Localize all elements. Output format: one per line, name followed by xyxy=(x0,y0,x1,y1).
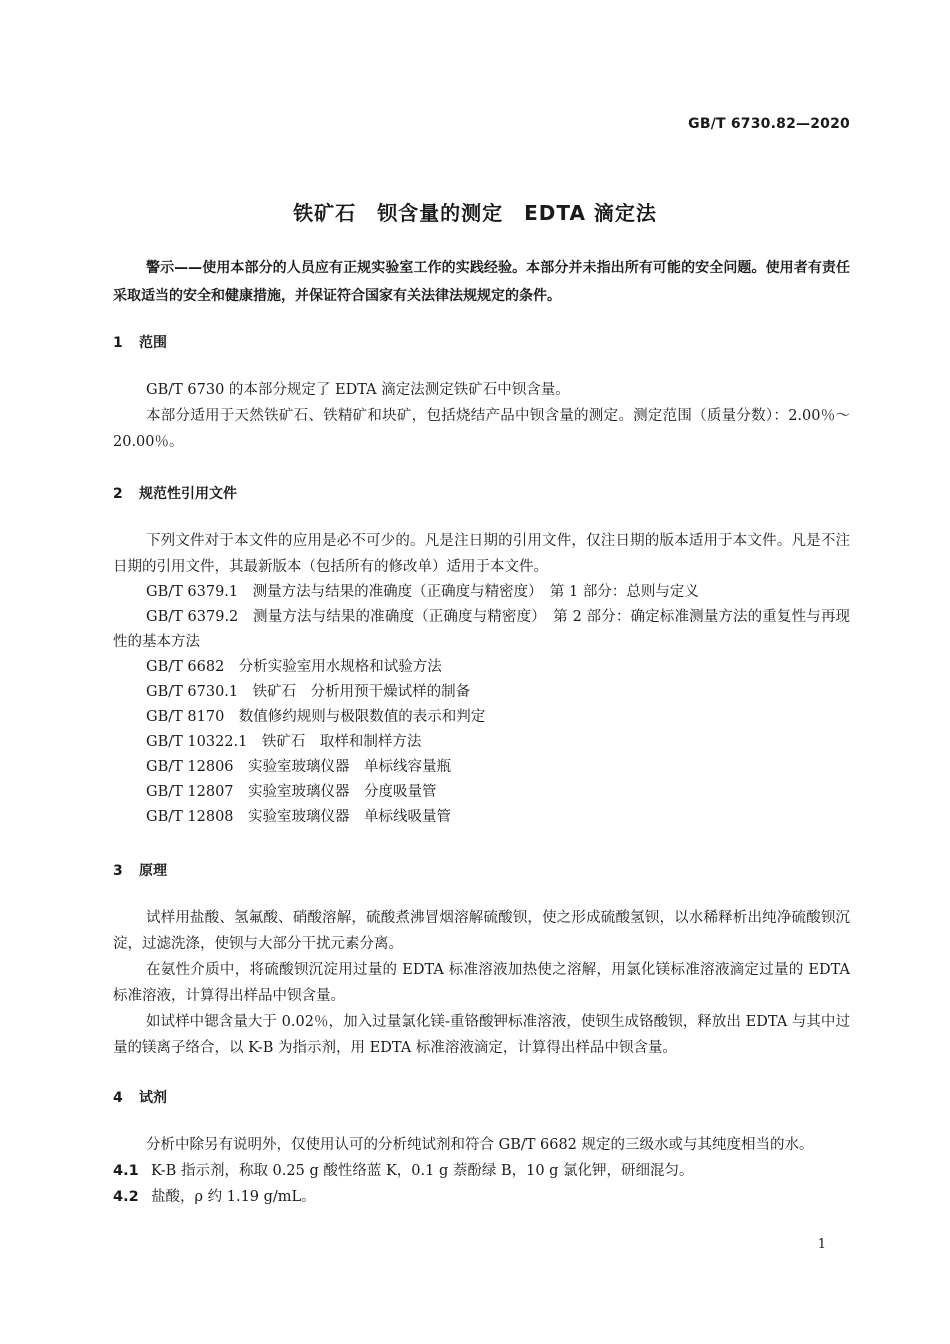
reference-item: GB/T 6682 分析实验室用水规格和试验方法 xyxy=(146,659,442,675)
reference-item: GB/T 12808 实验室玻璃仪器 单标线吸量管 xyxy=(146,809,452,825)
section-1-heading xyxy=(113,332,167,352)
section-number: 2 xyxy=(113,486,123,502)
subclause-number: 4.2 xyxy=(113,1189,139,1205)
warning-text: 警示——使用本部分的人员应有正规实验室工作的实践经验。本部分并未指出所有可能的安全问题。使用者有责任采取适当的安全和健康措施，并保证符合国家有关法律法规规定的条件。 xyxy=(113,260,850,304)
section-title: 原理 xyxy=(139,863,167,879)
reference-item: GB/T 6379.1 测量方法与结果的准确度（正确度与精密度） 第 1 部分：总则与定义 xyxy=(146,584,699,600)
warning-block xyxy=(113,254,850,310)
section-title: 范围 xyxy=(139,335,167,351)
paragraph: 下列文件对于本文件的应用是必不可少的。凡是注日期的引用文件，仅注日期的版本适用于本文件。凡是不注日期的引用文件，其最新版本（包括所有的修改单）适用于本文件。 xyxy=(113,533,850,575)
section-2-heading xyxy=(113,483,237,503)
reference-item: GB/T 6379.2 测量方法与结果的准确度（正确度与精密度） 第 2 部分：确定标准测量方法的重复性与再现性的基本方法 xyxy=(113,609,850,650)
section-number: 1 xyxy=(113,335,123,351)
subclause-4-2 xyxy=(113,1184,850,1210)
section-2-body xyxy=(113,528,850,830)
section-number: 4 xyxy=(113,1090,123,1106)
paragraph: 如试样中锶含量大于 0.02％，加入过量氯化镁-重铬酸钾标准溶液，使钡生成铬酸钡，释放出 EDTA 与其中过量的镁离子络合，以 K-B 为指示剂，用 EDTA 标准溶液滴定，计算得出样品中钡含量。 xyxy=(113,1014,850,1056)
paragraph: 试样用盐酸、氢氟酸、硝酸溶解，硫酸煮沸冒烟溶解硫酸钡，使之形成硫酸氢钡，以水稀释析出纯净硫酸钡沉淀，过滤洗涤，使钡与大部分干扰元素分离。 xyxy=(113,910,850,952)
subclause-text: K-B 指示剂，称取 0.25 g 酸性络蓝 K，0.1 g 萘酚绿 B，10 g 氯化钾，研细混匀。 xyxy=(151,1163,694,1179)
reference-item: GB/T 12806 实验室玻璃仪器 单标线容量瓶 xyxy=(146,759,452,775)
subclause-4-1 xyxy=(113,1158,850,1184)
section-3-heading xyxy=(113,860,167,880)
paragraph: 分析中除另有说明外，仅使用认可的分析纯试剂和符合 GB/T 6682 规定的三级水或与其纯度相当的水。 xyxy=(146,1137,814,1153)
standard-code: GB/T 6730.82—2020 xyxy=(688,116,850,132)
section-4-body xyxy=(113,1132,850,1210)
reference-item: GB/T 10322.1 铁矿石 取样和制样方法 xyxy=(146,734,422,750)
section-title: 试剂 xyxy=(139,1090,167,1106)
subclause-number: 4.1 xyxy=(113,1163,139,1179)
reference-item: GB/T 6730.1 铁矿石 分析用预干燥试样的制备 xyxy=(146,684,471,700)
section-3-body xyxy=(113,905,850,1061)
subclause-text: 盐酸，ρ 约 1.19 g/mL。 xyxy=(151,1189,316,1205)
section-number: 3 xyxy=(113,863,123,879)
paragraph: GB/T 6730 的本部分规定了 EDTA 滴定法测定铁矿石中钡含量。 xyxy=(146,382,570,398)
document-title: 铁矿石 钡含量的测定 EDTA 滴定法 xyxy=(293,201,657,225)
reference-item: GB/T 8170 数值修约规则与极限数值的表示和判定 xyxy=(146,709,486,725)
section-4-heading xyxy=(113,1087,167,1107)
section-title: 规范性引用文件 xyxy=(139,486,237,502)
paragraph: 在氨性介质中，将硫酸钡沉淀用过量的 EDTA 标准溶液加热使之溶解，用氯化镁标准溶液滴定过量的 EDTA 标准溶液，计算得出样品中钡含量。 xyxy=(113,962,850,1004)
reference-item: GB/T 12807 实验室玻璃仪器 分度吸量管 xyxy=(146,784,437,800)
section-1-body xyxy=(113,377,850,455)
page-number: 1 xyxy=(817,1237,826,1252)
paragraph: 本部分适用于天然铁矿石、铁精矿和块矿，包括烧结产品中钡含量的测定。测定范围（质量分数）：2.00％～20.00％。 xyxy=(113,408,850,450)
